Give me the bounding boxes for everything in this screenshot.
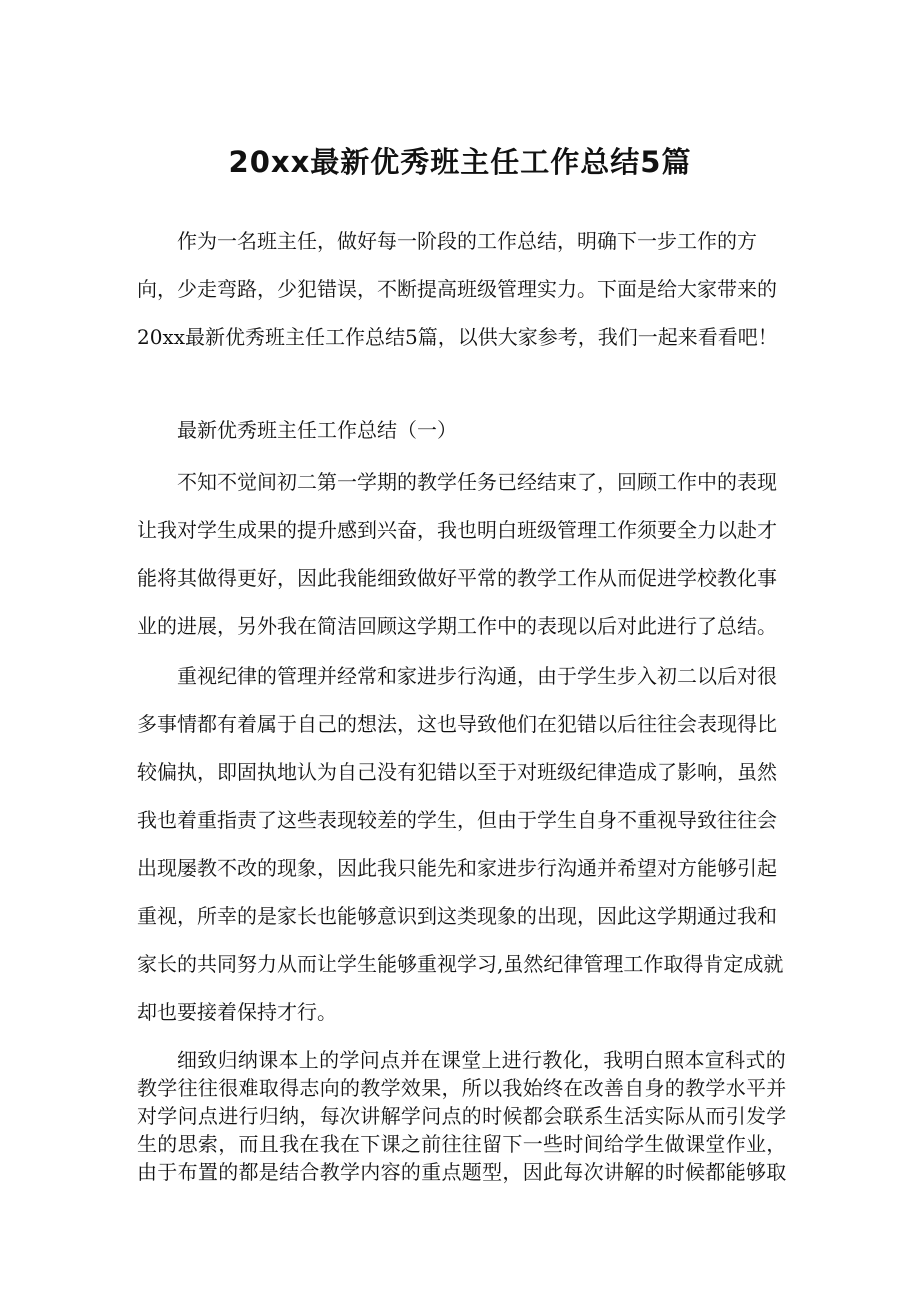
body-block-3 bbox=[137, 1046, 789, 1186]
body-paragraph: 重视纪律的管理并经常和家进步行沟通，由于学生步入初二以后对很多事情都有着属于自己的想法，这也导致他们在犯错以后往往会表现得比较偏执，即固执地认为自己没有犯错以至于对班级纪律造成了影响，虽然我也着重指责了这些表现较差的学生，但由于学生自身不重视导致往往会出现屡教不改的现象，因此我只能先和家进步行沟通并希望对方能够引起重视，所幸的是家长也能够意识到这类现象的出现，因此这学期通过我和家长的共同努力从而让学生能够重视学习,虽然纪律管理工作取得肯定成就却也要接着保持才行。 bbox=[137, 664, 784, 1024]
intro-paragraph: 作为一名班主任，做好每一阶段的工作总结，明确下一步工作的方向，少走弯路，少犯错误，不断提高班级管理实力。下面是给大家带来的20xx最新优秀班主任工作总结5篇，以供大家参考，我们一起来看看吧！ bbox=[137, 229, 778, 349]
document-title: 20xx最新优秀班主任工作总结5篇 bbox=[228, 145, 692, 179]
body-block-1 bbox=[137, 458, 789, 650]
body-paragraph: 细致归纳课本上的学问点并在课堂上进行教化，我明白照本宣科式的教学往往很难取得志向的教学效果，所以我始终在改善自身的教学水平并对学问点进行归纳，每次讲解学问点的时候都会联系生活实际从而引发学生的思索，而且我在我在下课之前往往留下一些时间给学生做课堂作业，由于布置的都是结合教学内容的重点题型，因此每次讲解的时候都能够取 bbox=[137, 1048, 787, 1184]
intro-block bbox=[137, 217, 789, 361]
body-block-2 bbox=[137, 652, 789, 1036]
body-paragraph: 不知不觉间初二第一学期的教学任务已经结束了，回顾工作中的表现让我对学生成果的提升感到兴奋，我也明白班级管理工作须要全力以赴才能将其做得更好，因此我能细致做好平常的教学工作从而促进学校教化事业的进展，另外我在简洁回顾这学期工作中的表现以后对此进行了总结。 bbox=[137, 470, 777, 638]
section-heading: 最新优秀班主任工作总结（一） bbox=[177, 418, 457, 442]
